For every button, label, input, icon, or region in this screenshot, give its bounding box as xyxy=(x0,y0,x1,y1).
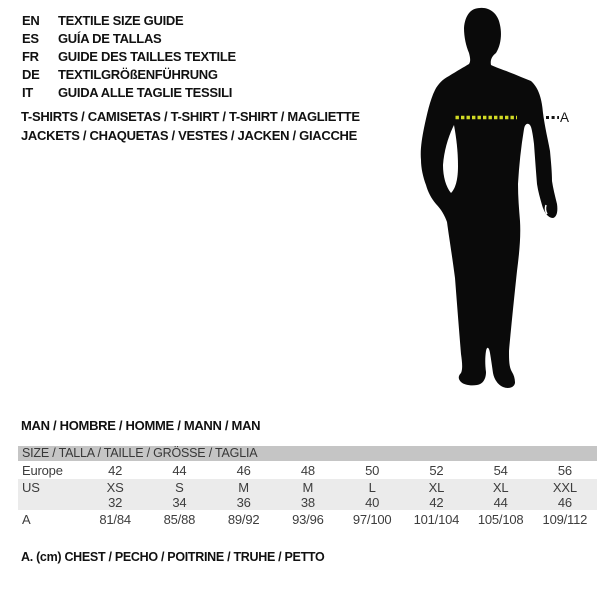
language-label: TEXTILE SIZE GUIDE xyxy=(58,13,184,28)
size-cell: 105/108 xyxy=(477,511,524,527)
size-cell: 48 xyxy=(300,462,315,478)
size-cell: 46 xyxy=(236,462,251,478)
size-cell: 40 xyxy=(365,495,380,510)
size-cell: M xyxy=(238,479,249,495)
man-silhouette xyxy=(421,8,558,388)
language-label: GUIDA ALLE TAGLIE TESSILI xyxy=(58,85,233,100)
table-row-numeric xyxy=(18,495,597,510)
table-row-us xyxy=(18,479,597,495)
language-code: ES xyxy=(22,31,39,46)
size-cell: 44 xyxy=(172,462,187,478)
language-code: DE xyxy=(22,67,40,82)
size-cell: 85/88 xyxy=(163,511,196,527)
size-cell: 38 xyxy=(300,495,315,510)
size-cell: S xyxy=(175,479,184,495)
size-cell: 46 xyxy=(557,495,572,510)
size-cell: XS xyxy=(106,479,124,495)
measurement-footnote: A. (cm) CHEST / PECHO / POITRINE / TRUHE / PETTO xyxy=(21,550,325,564)
size-cell: 44 xyxy=(493,495,508,510)
size-cell: 42 xyxy=(108,462,123,478)
size-cell: 109/112 xyxy=(542,511,588,527)
size-cell: 101/104 xyxy=(413,511,460,527)
measurement-label-a: A xyxy=(560,110,570,125)
row-label: US xyxy=(22,479,40,495)
language-label: GUÍA DE TALLAS xyxy=(58,31,162,46)
row-label: Europe xyxy=(22,462,63,478)
row-label: A xyxy=(22,511,31,527)
section-title-man: MAN / HOMBRE / HOMME / MANN / MAN xyxy=(21,418,261,433)
size-cell: 36 xyxy=(236,495,251,510)
language-label: GUIDE DES TAILLES TEXTILE xyxy=(58,49,236,64)
category-line-jackets: JACKETS / CHAQUETAS / VESTES / JACKEN / GIACCHE xyxy=(21,127,357,143)
size-cell: M xyxy=(302,479,314,495)
language-code: FR xyxy=(22,49,39,64)
language-code: EN xyxy=(22,13,40,28)
size-cell: 50 xyxy=(365,462,380,478)
striped-band xyxy=(18,479,597,510)
size-cell: 81/84 xyxy=(99,511,131,527)
size-table xyxy=(18,446,597,528)
size-table-header: SIZE / TALLA / TAILLE / GRÖSSE / TAGLIA xyxy=(18,446,597,461)
size-cell: 54 xyxy=(493,462,508,478)
size-cell: 89/92 xyxy=(227,511,260,527)
size-cell: 56 xyxy=(557,462,572,478)
language-label: TEXTILGRÖßENFÜHRUNG xyxy=(58,67,218,82)
category-line-tshirts: T-SHIRTS / CAMISETAS / T-SHIRT / T-SHIRT / MAGLIETTE xyxy=(21,109,360,124)
table-row-europe xyxy=(18,461,597,479)
language-code: IT xyxy=(22,85,33,100)
size-cell: L xyxy=(368,479,376,495)
size-cell: XL xyxy=(428,479,445,495)
table-row-chest xyxy=(18,510,597,528)
size-cell: 42 xyxy=(429,495,444,510)
size-cell: XXL xyxy=(552,479,577,495)
size-cell: 32 xyxy=(108,495,123,510)
size-cell: 52 xyxy=(429,462,444,478)
size-cell: 97/100 xyxy=(352,511,392,527)
size-cell: 93/96 xyxy=(292,511,324,527)
size-cell: XL xyxy=(492,479,509,495)
size-cell: 34 xyxy=(172,495,187,510)
